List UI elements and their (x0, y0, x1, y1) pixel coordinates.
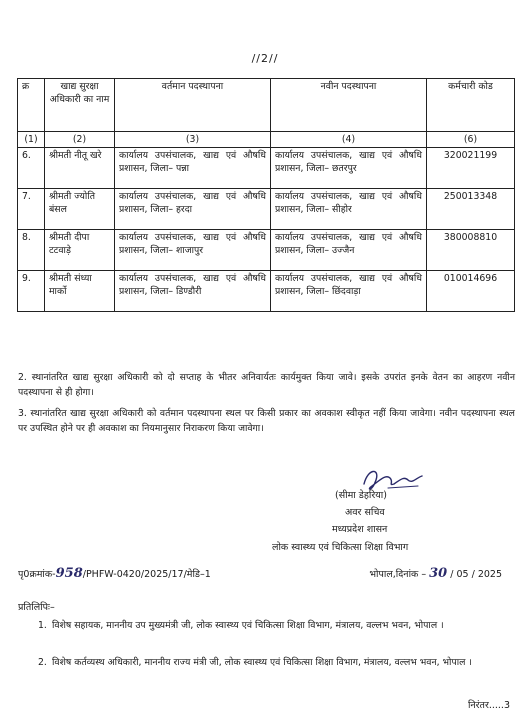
current-posting: कार्यालय उपसंचालक, खाद्य एवं औषधि प्रशासन, जिला– शाजापुर (115, 230, 271, 271)
col-number: (4) (271, 132, 427, 148)
header-serial: क्र (18, 79, 45, 132)
officer-name: श्रीमती नीतू खरे (45, 148, 115, 189)
table-header-row (18, 79, 515, 132)
employee-code: 320021199 (427, 148, 515, 189)
row-serial: 9. (18, 271, 45, 312)
date-suffix: / 05 / 2025 (450, 569, 502, 580)
employee-code: 380008810 (427, 230, 515, 271)
officer-name: श्रीमती दीपा टटवाड़े (45, 230, 115, 271)
copy-to-heading: प्रतिलिपिः– (18, 602, 55, 613)
reference-suffix: /PHFW-0420/2025/17/मेडि–1 (82, 569, 211, 580)
new-posting: कार्यालय उपसंचालक, खाद्य एवं औषधि प्रशासन, जिला– सीहोर (271, 189, 427, 230)
row-serial: 7. (18, 189, 45, 230)
col-number: (2) (45, 132, 115, 148)
header-current-posting: वर्तमान पदस्थापना (115, 79, 271, 132)
paragraph-leave: 3. स्थानांतरित खाद्य सुरक्षा अधिकारी को वर्तमान पदस्थापना स्थल पर किसी प्रकार का अवकाश स्वीकृत नहीं किया जावेगा। नवीन पदस्थापना स्थल पर उपस्थित होने पर ही अवकाश का नियमानुसार निराकरण किया जावेगा। (18, 408, 515, 434)
copy-item-text: विशेष सहायक, माननीय उप मुख्यमंत्री जी, लोक स्वास्थ्य एवं चिकित्सा शिक्षा विभाग, मंत्रालय, वल्लभ भवन, भोपाल । (52, 620, 444, 631)
header-new-posting: नवीन पदस्थापना (271, 79, 427, 132)
table-row (18, 148, 515, 189)
officer-name: श्रीमती ज्योति बंसल (45, 189, 115, 230)
current-posting: कार्यालय उपसंचालक, खाद्य एवं औषधि प्रशासन, जिला– डिण्डौरी (115, 271, 271, 312)
continued-marker: निरंतर.....3 (467, 700, 510, 711)
signatory-designation: अवर सचिव (345, 507, 385, 518)
handwritten-number: 958 (55, 566, 83, 581)
signatory-government: मध्यप्रदेश शासन (332, 524, 388, 535)
table-row (18, 271, 515, 312)
col-number: (3) (115, 132, 271, 148)
new-posting: कार्यालय उपसंचालक, खाद्य एवं औषधि प्रशासन, जिला– छतरपुर (271, 148, 427, 189)
row-serial: 6. (18, 148, 45, 189)
header-employee-code: कर्मचारी कोड (427, 79, 515, 132)
copy-item-number: 1. (38, 620, 47, 631)
signatory-department: लोक स्वास्थ्य एवं चिकित्सा शिक्षा विभाग (272, 542, 409, 553)
col-number: (1) (18, 132, 45, 148)
table-row (18, 230, 515, 271)
officer-name: श्रीमती संध्या मार्को (45, 271, 115, 312)
reference-number (18, 566, 211, 581)
transfer-table (17, 78, 515, 312)
page-marker: //2// (251, 52, 279, 65)
signatory-name: (सीमा डेहरिया) (335, 490, 387, 501)
reference-prefix: पृ0क्रमांक- (18, 569, 56, 580)
handwritten-day: 30 (429, 566, 448, 581)
paragraph-relieve: 2. स्थानांतरित खाद्य सुरक्षा अधिकारी को दो सप्ताह के भीतर अनिवार्यतः कार्यमुक्त किया जावे। इसके उपरांत इनके वेतन का आहरण नवीन पदस्थापना से ही होगा। (18, 372, 515, 398)
copy-item-text: विशेष कर्तव्यस्थ अधिकारी, माननीय राज्य मंत्री जी, लोक स्वास्थ्य एवं चिकित्सा शिक्षा विभाग, मंत्रालय, वल्लभ भवन, भोपाल । (52, 657, 472, 668)
header-officer-name: खाद्य सुरक्षा अधिकारी का नाम (45, 79, 115, 132)
copy-to-item (38, 618, 516, 633)
new-posting: कार्यालय उपसंचालक, खाद्य एवं औषधि प्रशासन, जिला– उज्जैन (271, 230, 427, 271)
copy-item-number: 2. (38, 657, 47, 668)
employee-code: 250013348 (427, 189, 515, 230)
col-number: (6) (427, 132, 515, 148)
new-posting: कार्यालय उपसंचालक, खाद्य एवं औषधि प्रशासन, जिला– छिंदवाड़ा (271, 271, 427, 312)
current-posting: कार्यालय उपसंचालक, खाद्य एवं औषधि प्रशासन, जिला– पन्ना (115, 148, 271, 189)
reference-date (369, 566, 502, 581)
row-serial: 8. (18, 230, 45, 271)
date-prefix: भोपाल,दिनांक – (369, 569, 427, 580)
column-number-row (18, 132, 515, 148)
table-row (18, 189, 515, 230)
employee-code: 010014696 (427, 271, 515, 312)
current-posting: कार्यालय उपसंचालक, खाद्य एवं औषधि प्रशासन, जिला– हरदा (115, 189, 271, 230)
copy-to-item (38, 655, 516, 670)
